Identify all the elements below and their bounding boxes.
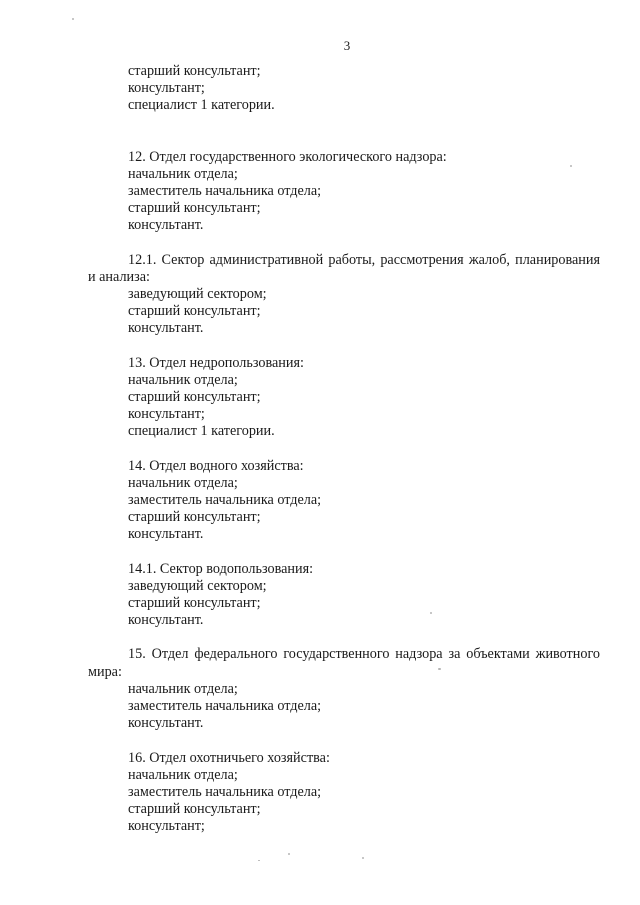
spacer: [88, 733, 600, 750]
list-item: старший консультант;: [128, 389, 261, 406]
page-number: 3: [343, 38, 351, 53]
list-item: консультант.: [128, 612, 204, 629]
list-item: консультант;: [128, 406, 205, 423]
spacer: [88, 115, 600, 149]
list-item: консультант.: [128, 526, 204, 543]
spacer: [88, 235, 600, 252]
section-heading: 14.1. Сектор водопользования:: [128, 560, 314, 577]
list-item: начальник отдела;: [128, 680, 238, 697]
section-12-1: [88, 252, 600, 338]
section-heading: 12. Отдел государственного экологического надзора:: [128, 148, 447, 165]
list-item: специалист 1 категории.: [128, 423, 275, 440]
list-item: старший консультант;: [128, 595, 261, 612]
list-item: консультант.: [128, 320, 204, 337]
list-item: старший консультант;: [128, 200, 261, 217]
scan-speck: [258, 860, 260, 861]
list-item: заместитель начальника отдела;: [128, 698, 322, 715]
section-heading: 13. Отдел недропользования:: [128, 354, 304, 371]
intro-list: [88, 63, 600, 115]
section-12: [88, 149, 600, 235]
section-heading: 14. Отдел водного хозяйства:: [128, 457, 304, 474]
section-15: [88, 646, 600, 732]
list-item: заместитель начальника отдела;: [128, 183, 322, 200]
list-item: старший консультант;: [128, 303, 261, 320]
spacer: [88, 629, 600, 646]
section-14-1: [88, 561, 600, 630]
list-item: заведующий сектором;: [128, 577, 267, 594]
list-item: начальник отдела;: [128, 165, 238, 182]
list-item: консультант;: [128, 818, 205, 835]
section-14: [88, 458, 600, 544]
spacer: [88, 338, 600, 355]
list-item: специалист 1 категории.: [128, 97, 275, 114]
spacer: [88, 441, 600, 458]
list-item: начальник отдела;: [128, 371, 238, 388]
scan-speck: [570, 165, 572, 167]
scan-speck: [288, 853, 290, 855]
list-item: начальник отдела;: [128, 474, 238, 491]
scan-speck: [430, 612, 432, 614]
list-item: начальник отдела;: [128, 766, 238, 783]
list-item: заместитель начальника отдела;: [128, 492, 322, 509]
section-heading: 15. Отдел федерального государственного надзора за объектами животного мира:: [88, 646, 600, 680]
section-heading: 16. Отдел охотничьего хозяйства:: [128, 749, 330, 766]
section-heading: 12.1. Сектор административной работы, рассмотрения жалоб, планирования и анализа:: [88, 251, 600, 285]
scan-speck: [362, 857, 364, 859]
list-item: консультант;: [128, 80, 205, 97]
list-item: старший консультант;: [128, 801, 261, 818]
scan-speck: [72, 18, 74, 20]
list-item: заместитель начальника отдела;: [128, 783, 322, 800]
list-item: консультант.: [128, 715, 204, 732]
section-16: [88, 750, 600, 836]
spacer: [88, 544, 600, 561]
list-item: старший консультант;: [128, 509, 261, 526]
section-13: [88, 355, 600, 441]
list-item: заведующий сектором;: [128, 286, 267, 303]
document-body: [88, 63, 600, 836]
scan-speck: [438, 668, 441, 670]
list-item: старший консультант;: [128, 63, 261, 79]
list-item: консультант.: [128, 217, 204, 234]
